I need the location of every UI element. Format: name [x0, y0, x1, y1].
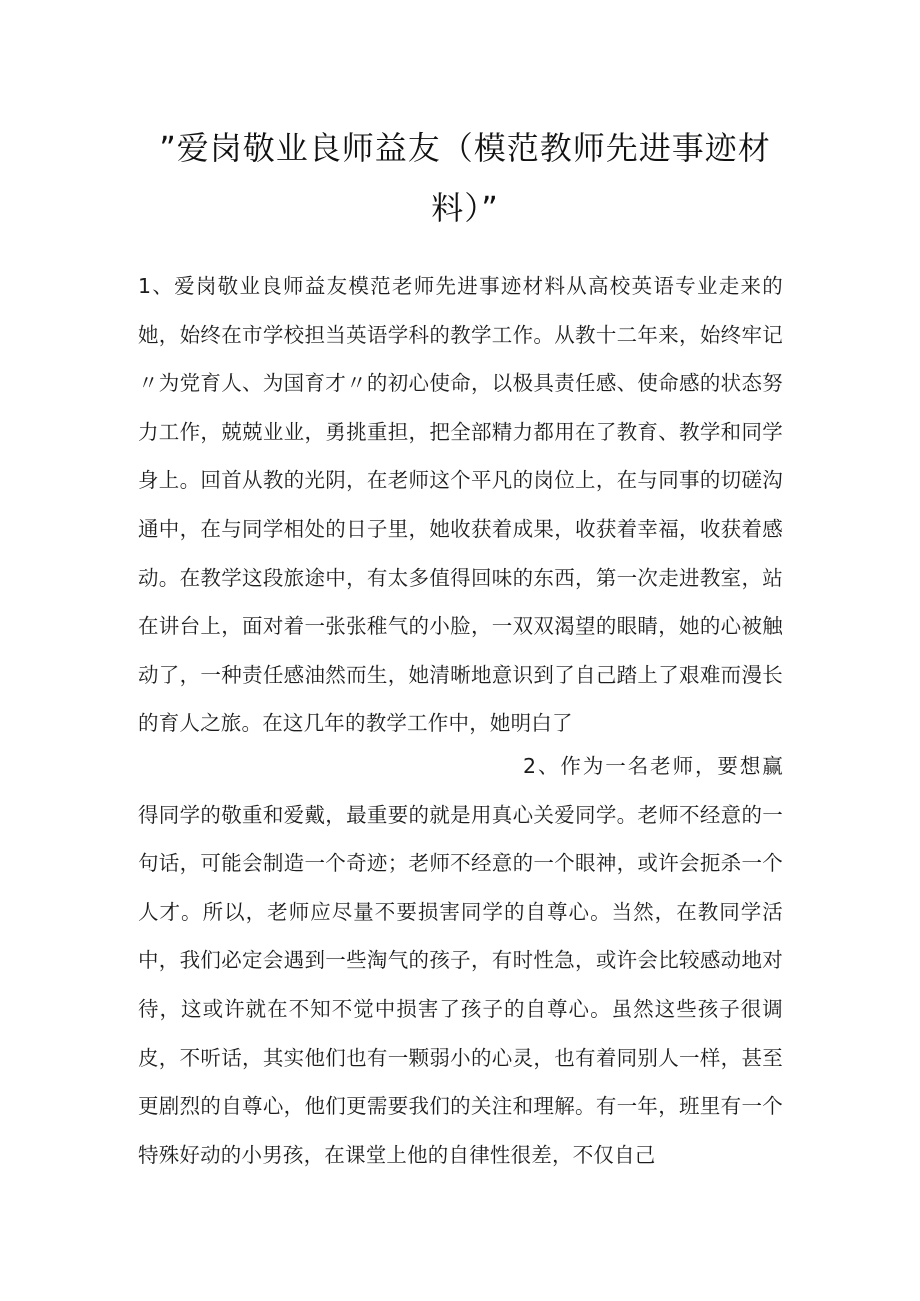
document-title: ”爱岗敬业良师益友（模范教师先进事迹材料）”: [159, 129, 771, 227]
paragraph-1: 1、爱岗敬业良师益友模范老师先进事迹材料从高校英语专业走来的她，始终在市学校担当英语学科的教学工作。从教十二年来，始终牢记〃为党育人、为国育才〃的初心使命，以极具责任感、使命感的状态努力工作，兢兢业业，勇挑重担，把全部精力都用在了教育、教学和同学身上。回首从教的光阴，在老师这个平凡的岗位上，在与同事的切磋沟通中，在与同学相处的日子里，她收获着成果，收获着幸福，收获着感动。在教学这段旅途中，有太多值得回味的东西，第一次走进教室，站在讲台上，面对着一张张稚气的小脸，一双双渴望的眼睛，她的心被触动了，一种责任感油然而生，她清晰地意识到了自己踏上了艰难而漫长的育人之旅。在这几年的教学工作中，她明白了: [138, 274, 783, 736]
paragraph-2: 2、作为一名老师，要想赢得同学的敬重和爱戴，最重要的就是用真心关爱同学。老师不经意的一句话，可能会制造一个奇迹；老师不经意的一个眼神，或许会扼杀一个人才。所以，老师应尽量不要损害同学的自尊心。当然，在教同学活中，我们必定会遇到一些淘气的孩子，有时性急，或许会比较感动地对待，这或许就在不知不觉中损害了孩子的自尊心。虽然这些孩子很调皮，不听话，其实他们也有一颗弱小的心灵，也有着同别人一样，甚至更剧烈的自尊心，他们更需要我们的关注和理解。有一年，班里有一个特殊好动的小男孩，在课堂上他的自律性很差，不仅自己: [138, 754, 783, 1167]
